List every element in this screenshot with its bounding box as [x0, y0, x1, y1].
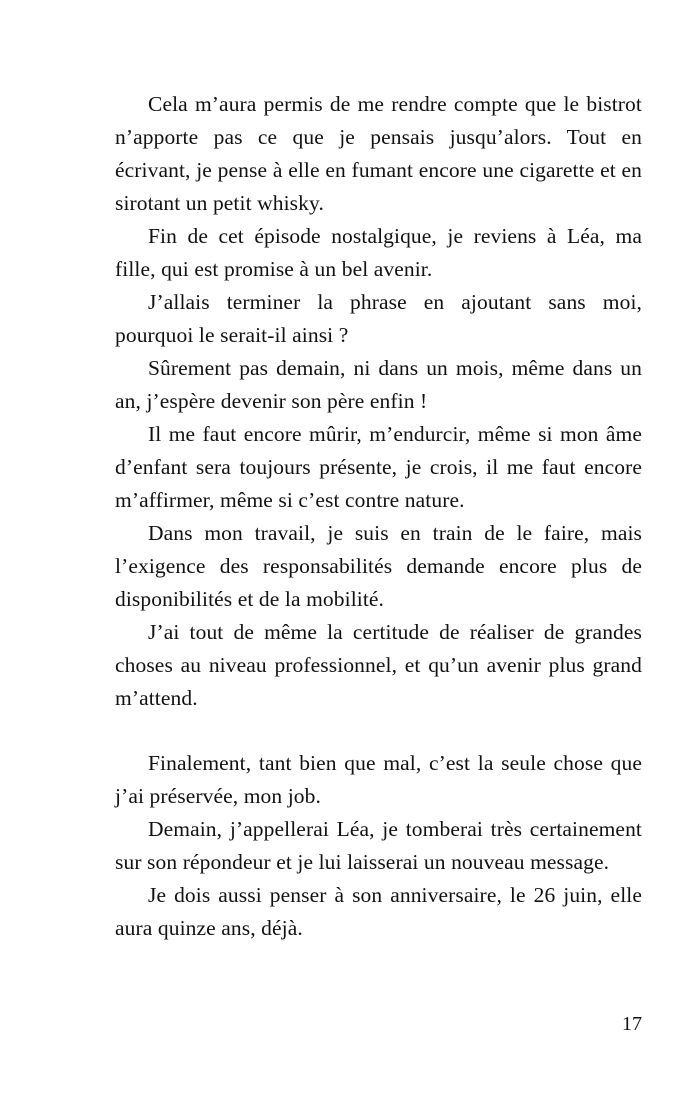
- page-number: 17: [622, 1013, 642, 1035]
- body-text: [115, 88, 642, 945]
- paragraph: Demain, j’appellerai Léa, je tomberai très certainement sur son répondeur et je lui laisserai un nouveau message.: [115, 817, 642, 874]
- paragraph: Finalement, tant bien que mal, c’est la seule chose que j’ai préservée, mon job.: [115, 751, 642, 808]
- paragraph: Je dois aussi penser à son anniversaire, le 26 juin, elle aura quinze ans, déjà.: [115, 883, 642, 940]
- paragraph: J’ai tout de même la certitude de réaliser de grandes choses au niveau professionnel, et qu’un avenir plus grand m’attend.: [115, 620, 642, 710]
- paragraph: Sûrement pas demain, ni dans un mois, même dans un an, j’espère devenir son père enfin !: [115, 356, 642, 413]
- section-break: [115, 715, 642, 747]
- paragraph: Dans mon travail, je suis en train de le faire, mais l’exigence des responsabilités demande encore plus de disponibilités et de la mobilité.: [115, 521, 642, 611]
- paragraph: Cela m’aura permis de me rendre compte que le bistrot n’apporte pas ce que je pensais jusqu’alors. Tout en écrivant, je pense à elle en fumant encore une cigarette et en sirotant un petit whisky.: [115, 92, 642, 215]
- paragraph: J’allais terminer la phrase en ajoutant sans moi, pourquoi le serait-il ainsi ?: [115, 290, 642, 347]
- paragraph: Fin de cet épisode nostalgique, je reviens à Léa, ma fille, qui est promise à un bel avenir.: [115, 224, 642, 281]
- paragraph: Il me faut encore mûrir, m’endurcir, même si mon âme d’enfant sera toujours présente, je crois, il me faut encore m’affirmer, même si c’est contre nature.: [115, 422, 642, 512]
